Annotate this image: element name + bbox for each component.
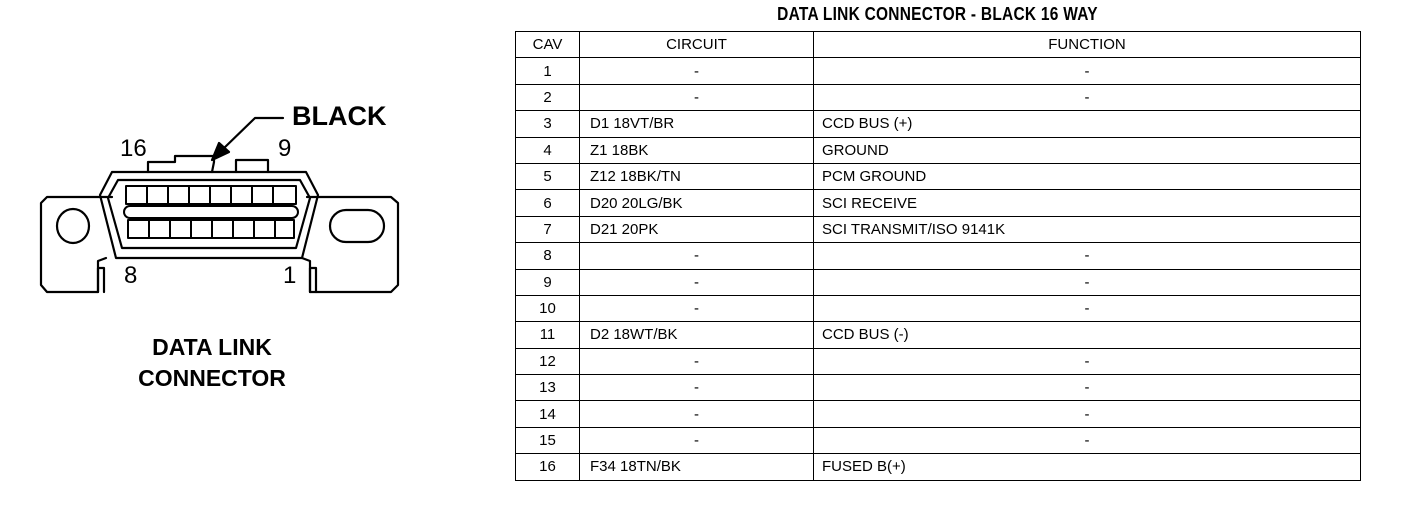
circuit-cell: -: [580, 84, 814, 110]
table-row: [516, 401, 1361, 427]
function-cell: -: [814, 401, 1361, 427]
table-row: [516, 190, 1361, 216]
circuit-cell: -: [580, 375, 814, 401]
table-row: [516, 216, 1361, 242]
figure-caption-line1: DATA LINK: [152, 334, 272, 360]
mounting-hole-left: [57, 209, 89, 243]
table-row: [516, 58, 1361, 84]
function-cell: SCI TRANSMIT/ISO 9141K: [814, 216, 1361, 242]
function-cell: GROUND: [814, 137, 1361, 163]
flange-notch-right: [310, 268, 316, 292]
function-cell: -: [814, 269, 1361, 295]
pinout-table: [515, 31, 1361, 481]
table-row: [516, 243, 1361, 269]
function-cell: -: [814, 348, 1361, 374]
cav-cell: 16: [516, 454, 580, 480]
function-cell: -: [814, 84, 1361, 110]
circuit-cell: -: [580, 269, 814, 295]
circuit-cell: Z12 18BK/TN: [580, 163, 814, 189]
function-cell: SCI RECEIVE: [814, 190, 1361, 216]
function-cell: -: [814, 295, 1361, 321]
circuit-cell: -: [580, 348, 814, 374]
circuit-cell: -: [580, 243, 814, 269]
circuit-cell: Z1 18BK: [580, 137, 814, 163]
cav-cell: 9: [516, 269, 580, 295]
circuit-cell: F34 18TN/BK: [580, 454, 814, 480]
function-cell: CCD BUS (-): [814, 322, 1361, 348]
center-divider: [124, 206, 298, 218]
pin-number-1: 1: [283, 262, 297, 289]
header-cav: CAV: [516, 32, 580, 58]
color-label: BLACK: [292, 101, 387, 131]
cav-cell: 2: [516, 84, 580, 110]
function-cell: -: [814, 427, 1361, 453]
header-circuit: CIRCUIT: [580, 32, 814, 58]
table-row: [516, 348, 1361, 374]
table-row: [516, 322, 1361, 348]
circuit-cell: -: [580, 401, 814, 427]
lower-pin-row: [128, 220, 294, 238]
table-row: [516, 84, 1361, 110]
connector-drawing: [0, 0, 470, 516]
cav-cell: 12: [516, 348, 580, 374]
cav-cell: 8: [516, 243, 580, 269]
cav-cell: 3: [516, 111, 580, 137]
pinout-table-body: [516, 58, 1361, 480]
function-cell: CCD BUS (+): [814, 111, 1361, 137]
table-row: [516, 111, 1361, 137]
table-header-row: [516, 32, 1361, 58]
circuit-cell: -: [580, 427, 814, 453]
function-cell: -: [814, 58, 1361, 84]
mounting-flange: [41, 197, 398, 292]
function-cell: -: [814, 243, 1361, 269]
cav-cell: 4: [516, 137, 580, 163]
header-function: FUNCTION: [814, 32, 1361, 58]
color-leader-line: [222, 118, 283, 150]
function-cell: -: [814, 375, 1361, 401]
upper-pin-row: [126, 186, 296, 204]
table-row: [516, 427, 1361, 453]
function-cell: FUSED B(+): [814, 454, 1361, 480]
cav-cell: 7: [516, 216, 580, 242]
table-row: [516, 375, 1361, 401]
circuit-cell: D1 18VT/BR: [580, 111, 814, 137]
circuit-cell: D21 20PK: [580, 216, 814, 242]
cav-cell: 11: [516, 322, 580, 348]
cav-cell: 1: [516, 58, 580, 84]
table-row: [516, 454, 1361, 480]
connector-figure: [0, 0, 470, 516]
table-row: [516, 269, 1361, 295]
circuit-cell: -: [580, 58, 814, 84]
key-tab-right: [236, 160, 268, 172]
flange-notch-left: [98, 268, 104, 292]
cav-cell: 13: [516, 375, 580, 401]
connector-shroud: [100, 172, 318, 258]
pin-number-8: 8: [124, 262, 138, 289]
circuit-cell: D2 18WT/BK: [580, 322, 814, 348]
circuit-cell: D20 20LG/BK: [580, 190, 814, 216]
cav-cell: 5: [516, 163, 580, 189]
table-row: [516, 137, 1361, 163]
figure-caption-line2: CONNECTOR: [138, 365, 286, 391]
table-row: [516, 295, 1361, 321]
function-cell: PCM GROUND: [814, 163, 1361, 189]
pin-number-16: 16: [120, 135, 147, 162]
key-tab: [148, 156, 214, 172]
mounting-slot-right: [330, 210, 384, 242]
cav-cell: 15: [516, 427, 580, 453]
pin-number-9: 9: [278, 135, 292, 162]
table-row: [516, 163, 1361, 189]
cav-cell: 10: [516, 295, 580, 321]
circuit-cell: -: [580, 295, 814, 321]
table-title: DATA LINK CONNECTOR - BLACK 16 WAY: [777, 4, 1098, 24]
cav-cell: 14: [516, 401, 580, 427]
cav-cell: 6: [516, 190, 580, 216]
